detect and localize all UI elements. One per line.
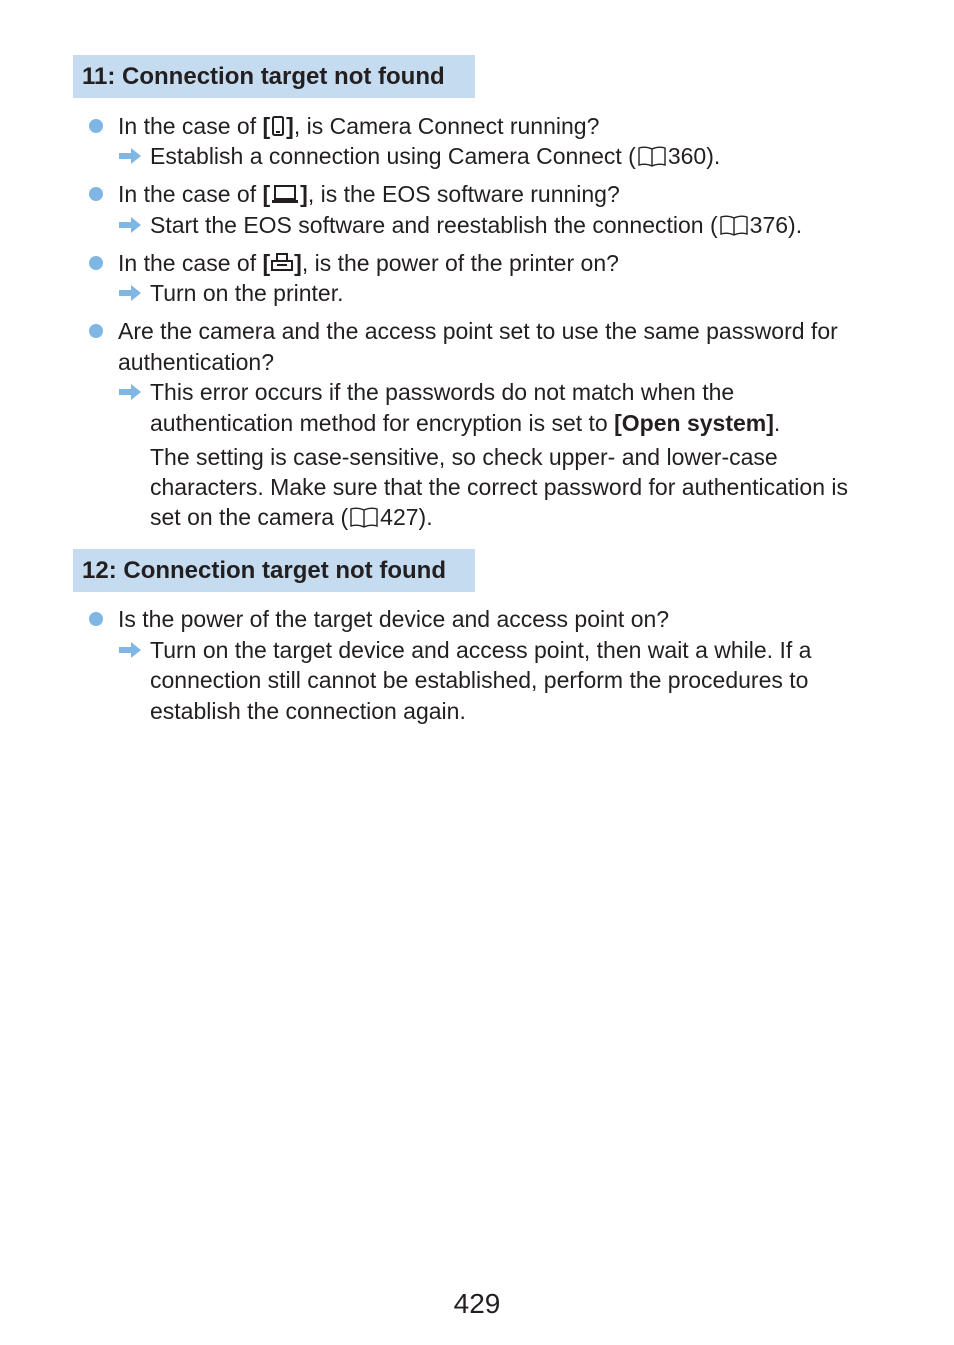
question-text: , is the power of the printer on? [301,250,619,276]
answer-text: connection still cannot be established, perform the procedures to [150,667,809,693]
bullet-icon [89,119,103,133]
bracket-close: ] [286,113,294,139]
section-heading-12: 12: Connection target not found [73,549,475,592]
menu-setting-label: [Open system] [614,410,774,436]
answer-prefix: Start the EOS software and reestablish the connection ( [150,212,718,238]
answer-text: Turn on the printer. [150,280,344,306]
note-text [150,502,433,532]
question-text: , is Camera Connect running? [293,113,600,139]
answer-suffix: ). [788,212,803,238]
book-reference-icon [349,506,379,528]
answer-text [150,141,720,171]
page-number: 429 [453,1288,501,1319]
note-prefix: set on the camera ( [150,504,349,530]
question-text: In the case of [118,181,263,207]
answer-suffix: ). [706,143,721,169]
bullet-icon [89,187,103,201]
answer-suffix: . [773,410,781,436]
question-text: authentication? [118,349,275,375]
bullet-icon [89,256,103,270]
bracket-open: [ [262,181,271,207]
arrow-icon [119,148,141,164]
answer-prefix: Establish a connection using Camera Connect ( [150,143,636,169]
question-text: Are the camera and the access point set to use the same password for [118,318,838,344]
arrow-icon [119,217,141,233]
question-text: In the case of [118,113,263,139]
bracket-open: [ [262,250,271,276]
page-reference: 360 [667,143,707,169]
smartphone-icon [270,115,286,137]
bracket-open: [ [262,113,271,139]
note-text: characters. Make sure that the correct password for authentication is [150,474,848,500]
section-heading-11: 11: Connection target not found [73,55,475,98]
answer-text [150,408,780,438]
book-reference-icon [637,145,667,167]
page-reference: 427 [380,504,419,530]
arrow-icon [119,384,141,400]
question-printer [118,248,619,278]
answer-text: Turn on the target device and access point, then wait a while. If a [150,637,812,663]
bracket-close: ] [294,250,302,276]
printer-icon [270,252,294,274]
bullet-icon [89,612,103,626]
answer-text: This error occurs if the passwords do not match when the [150,379,735,405]
question-text: , is the EOS software running? [307,181,620,207]
note-text: The setting is case-sensitive, so check upper- and lower-case [150,444,778,470]
arrow-icon [119,285,141,301]
question-smartphone [118,111,599,141]
computer-icon [270,183,300,205]
question-text: In the case of [118,250,263,276]
question-computer [118,179,620,209]
bullet-icon [89,324,103,338]
bracket-close: ] [300,181,308,207]
note-suffix: ). [418,504,433,530]
answer-prefix: authentication method for encryption is set to [150,410,615,436]
arrow-icon [119,642,141,658]
answer-text: establish the connection again. [150,698,466,724]
page-reference: 376 [749,212,789,238]
question-text: Is the power of the target device and access point on? [118,606,670,632]
book-reference-icon [719,214,749,236]
answer-text [150,210,802,240]
